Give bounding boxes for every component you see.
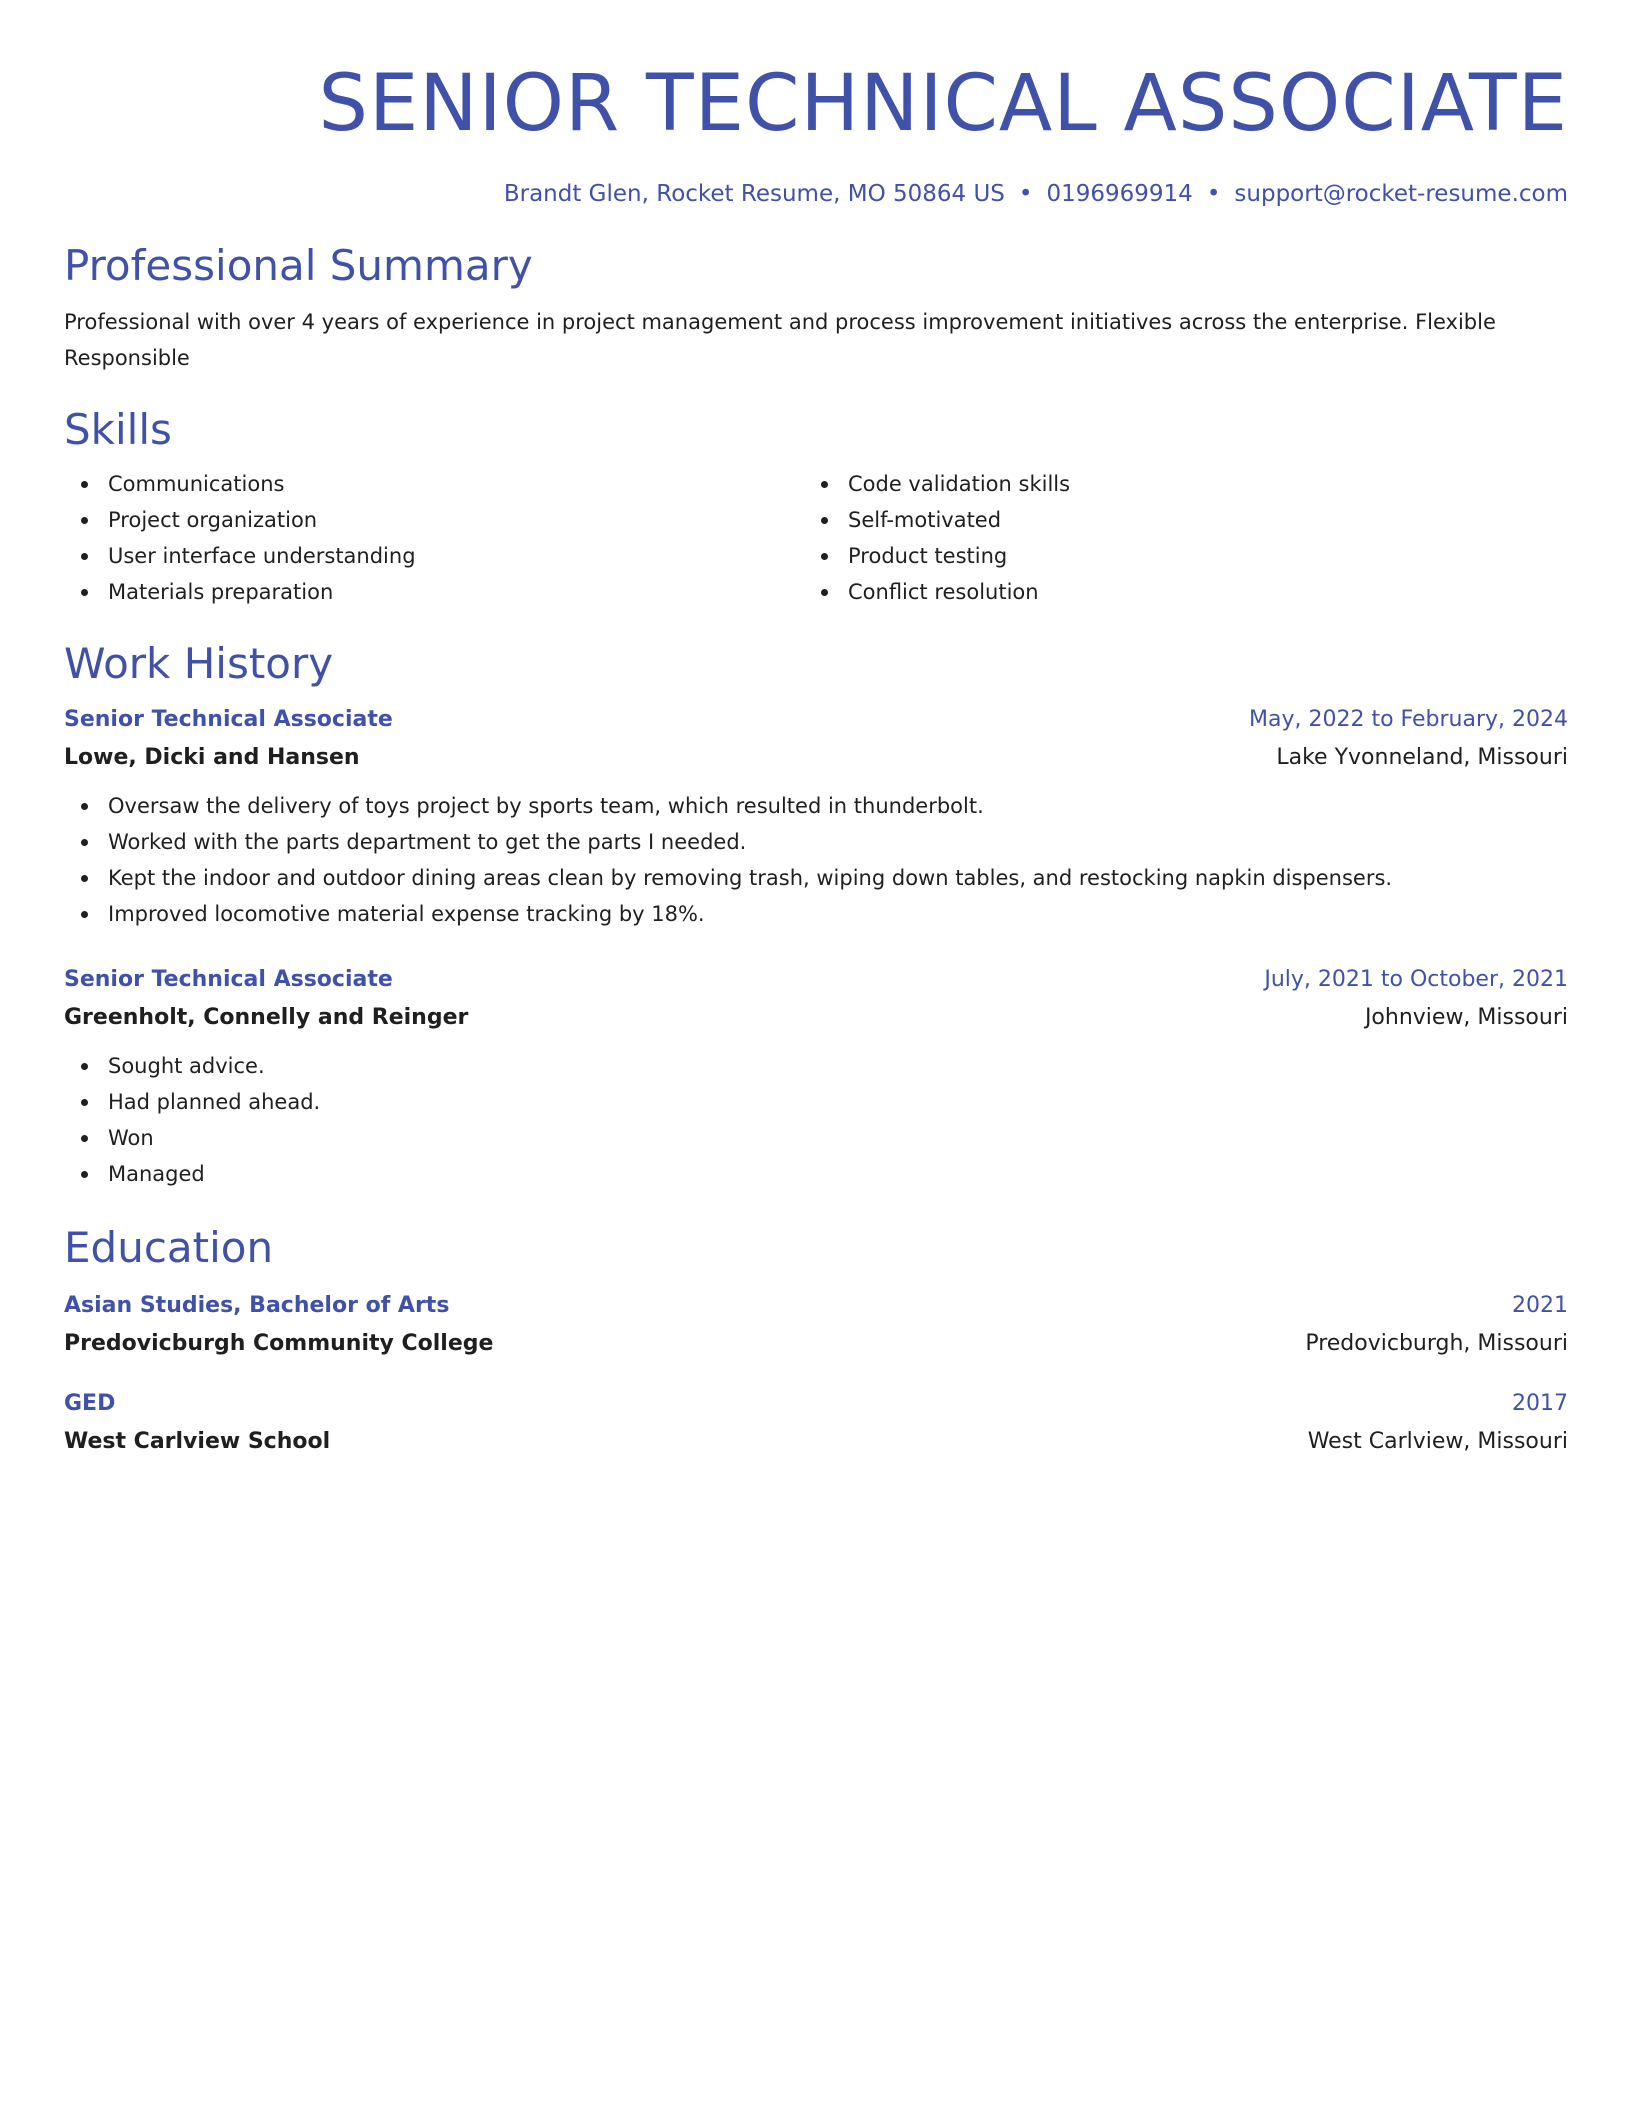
job-bullet: Won xyxy=(108,1120,1568,1156)
job-bullet: Sought advice. xyxy=(108,1048,1568,1084)
skill-item: Code validation skills xyxy=(848,466,1564,502)
education-year: 2017 xyxy=(1512,1391,1568,1416)
education-degree: GED xyxy=(64,1391,116,1416)
professional-summary-section xyxy=(64,240,1568,376)
skills-list-right xyxy=(804,466,1564,610)
contact-address: Brandt Glen, Rocket Resume, MO 50864 US xyxy=(503,181,1005,207)
job-bullet: Kept the indoor and outdoor dining areas clean by removing trash, wiping down tables, and restocking napkin dispensers. xyxy=(108,860,1568,896)
contact-separator: • xyxy=(1018,181,1033,207)
education-entry xyxy=(64,1386,1568,1462)
education-entry xyxy=(64,1288,1568,1364)
job-entry xyxy=(64,702,1568,932)
job-bullet: Had planned ahead. xyxy=(108,1084,1568,1120)
skill-item: Communications xyxy=(108,466,804,502)
skills-grid xyxy=(64,466,1568,610)
skill-item: Project organization xyxy=(108,502,804,538)
job-company: Lowe, Dicki and Hansen xyxy=(64,745,360,770)
education-section xyxy=(64,1222,1568,1462)
job-location: Lake Yvonneland, Missouri xyxy=(1276,745,1568,770)
skills-list-left xyxy=(64,466,804,610)
job-bullet: Oversaw the delivery of toys project by sports team, which resulted in thunderbolt. xyxy=(108,788,1568,824)
resume-header xyxy=(64,54,1568,210)
education-degree-row xyxy=(64,1288,1568,1324)
education-school: Predovicburgh Community College xyxy=(64,1331,494,1356)
job-company-row xyxy=(64,998,1568,1038)
job-company: Greenholt, Connelly and Reinger xyxy=(64,1005,469,1030)
contact-separator: • xyxy=(1206,181,1221,207)
job-title-row xyxy=(64,962,1568,998)
job-dates: July, 2021 to October, 2021 xyxy=(1264,967,1568,992)
education-location: Predovicburgh, Missouri xyxy=(1305,1331,1568,1356)
contact-email[interactable]: support@rocket-resume.com xyxy=(1234,181,1568,207)
education-location: West Carlview, Missouri xyxy=(1307,1429,1568,1454)
education-degree-row xyxy=(64,1386,1568,1422)
contact-phone: 0196969914 xyxy=(1046,181,1193,207)
job-entry xyxy=(64,962,1568,1192)
education-school-row xyxy=(64,1422,1568,1462)
skills-section xyxy=(64,404,1568,610)
summary-text: Professional with over 4 years of experience in project management and process improvement initiatives across the enterprise. Flexible Responsible xyxy=(64,310,1496,370)
section-title-education: Education xyxy=(64,1223,274,1272)
education-school-row xyxy=(64,1324,1568,1364)
job-title: Senior Technical Associate xyxy=(64,967,393,992)
job-bullet: Worked with the parts department to get the parts I needed. xyxy=(108,824,1568,860)
job-bullet: Managed xyxy=(108,1156,1568,1192)
education-school: West Carlview School xyxy=(64,1429,331,1454)
skill-item: Self-motivated xyxy=(848,502,1564,538)
job-bullets xyxy=(64,788,1568,932)
job-bullets xyxy=(64,1048,1568,1192)
contact-line xyxy=(64,178,1568,210)
job-title: Senior Technical Associate xyxy=(64,707,393,732)
job-bullet: Improved locomotive material expense tracking by 18%. xyxy=(108,896,1568,932)
section-title-skills: Skills xyxy=(64,405,172,454)
education-year: 2021 xyxy=(1512,1293,1568,1318)
job-dates: May, 2022 to February, 2024 xyxy=(1249,707,1568,732)
education-degree: Asian Studies, Bachelor of Arts xyxy=(64,1293,450,1318)
skill-item: Product testing xyxy=(848,538,1564,574)
job-title-row xyxy=(64,702,1568,738)
resume-name: SENIOR TECHNICAL ASSOCIATE xyxy=(318,59,1568,149)
job-location: Johnview, Missouri xyxy=(1364,1005,1568,1030)
skill-item: User interface understanding xyxy=(108,538,804,574)
skill-item: Conflict resolution xyxy=(848,574,1564,610)
section-title-work: Work History xyxy=(64,639,334,688)
work-history-section xyxy=(64,638,1568,1192)
section-title-summary: Professional Summary xyxy=(64,241,533,290)
job-company-row xyxy=(64,738,1568,778)
skill-item: Materials preparation xyxy=(108,574,804,610)
